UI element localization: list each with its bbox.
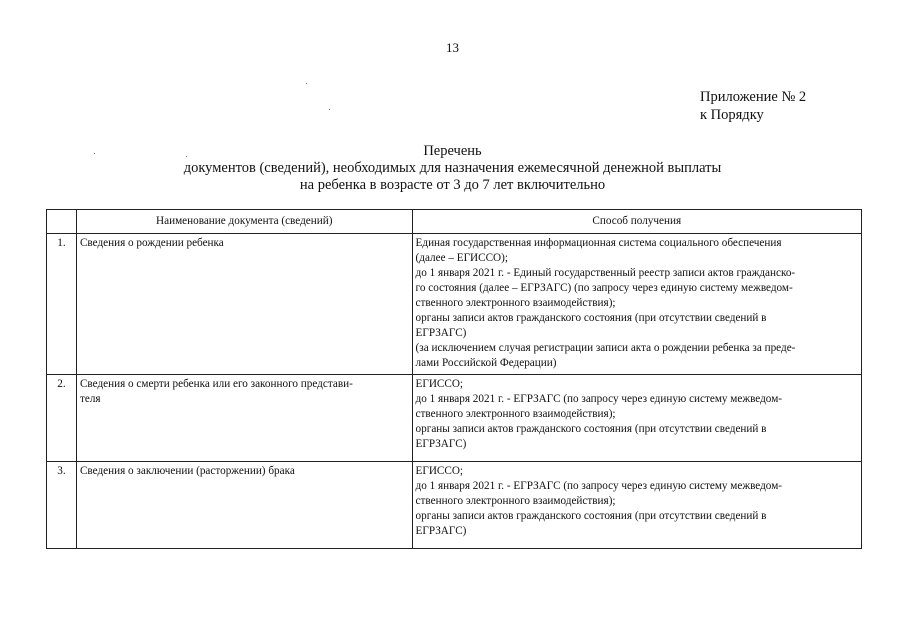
method-line: до 1 января 2021 г. - Единый государственный реестр записи актов гражданско-: [415, 267, 796, 279]
method-line: ственного электронного взаимодействия);: [415, 297, 616, 309]
appendix-heading: [700, 88, 806, 124]
table-row: [47, 462, 862, 549]
documents-table: [46, 209, 862, 549]
scan-speck: [186, 156, 187, 157]
row-number: 2.: [47, 375, 77, 462]
method-line: органы записи актов гражданского состояния (при отсутствии сведений в: [415, 510, 767, 522]
scan-speck: [94, 153, 95, 154]
method-line: ЕГРЗАГС): [415, 438, 467, 450]
header-method: Способ получения: [412, 210, 861, 234]
obtain-method: [412, 234, 861, 375]
method-line: органы записи актов гражданского состояния (при отсутствии сведений в: [415, 423, 767, 435]
method-line: ЕГРЗАГС): [415, 327, 467, 339]
method-line: ственного электронного взаимодействия);: [415, 495, 616, 507]
document-name-line: теля: [79, 393, 101, 405]
method-line: ЕГИССО;: [415, 378, 464, 390]
method-line: го состояния (далее – ЕГРЗАГС) (по запросу через единую систему межведом-: [415, 282, 793, 294]
header-document-name: Наименование документа (сведений): [76, 210, 412, 234]
document-name: [76, 234, 412, 375]
method-line: ЕГРЗАГС): [415, 525, 467, 537]
method-line: до 1 января 2021 г. - ЕГРЗАГС (по запросу через единую систему межведом-: [415, 480, 782, 492]
document-title: [0, 143, 905, 194]
method-line: лами Российской Федерации): [415, 357, 557, 369]
row-number: 3.: [47, 462, 77, 549]
table-row: [47, 375, 862, 462]
title-line: на ребенка в возрасте от 3 до 7 лет включительно: [299, 177, 606, 193]
appendix-line: к Порядку: [700, 107, 764, 123]
scan-speck: [306, 83, 307, 84]
method-line: (за исключением случая регистрации записи акта о рождении ребенка за преде-: [415, 342, 796, 354]
row-number: 1.: [47, 234, 77, 375]
method-line: до 1 января 2021 г. - ЕГРЗАГС (по запросу через единую систему межведом-: [415, 393, 782, 405]
method-line: органы записи актов гражданского состояния (при отсутствии сведений в: [415, 312, 767, 324]
document-name: [76, 375, 412, 462]
method-line: Единая государственная информационная система социального обеспечения: [415, 237, 782, 249]
obtain-method: [412, 375, 861, 462]
header-number: [47, 210, 77, 234]
appendix-line: Приложение № 2: [700, 89, 807, 105]
document-name: [76, 462, 412, 549]
method-line: (далее – ЕГИССО);: [415, 252, 508, 264]
document-name-line: Сведения о рождении ребенка: [79, 237, 224, 249]
method-line: ЕГИССО;: [415, 465, 464, 477]
scan-speck: [329, 109, 330, 110]
document-name-line: Сведения о заключении (расторжении) брака: [79, 465, 295, 477]
obtain-method: [412, 462, 861, 549]
table-row: [47, 234, 862, 375]
document-name-line: Сведения о смерти ребенка или его законного представи-: [79, 378, 353, 390]
title-line: документов (сведений), необходимых для назначения ежемесячной денежной выплаты: [183, 160, 722, 176]
title-line: Перечень: [423, 143, 482, 159]
page-number: 13: [446, 40, 459, 55]
method-line: ственного электронного взаимодействия);: [415, 408, 616, 420]
table-header-row: [47, 210, 862, 234]
